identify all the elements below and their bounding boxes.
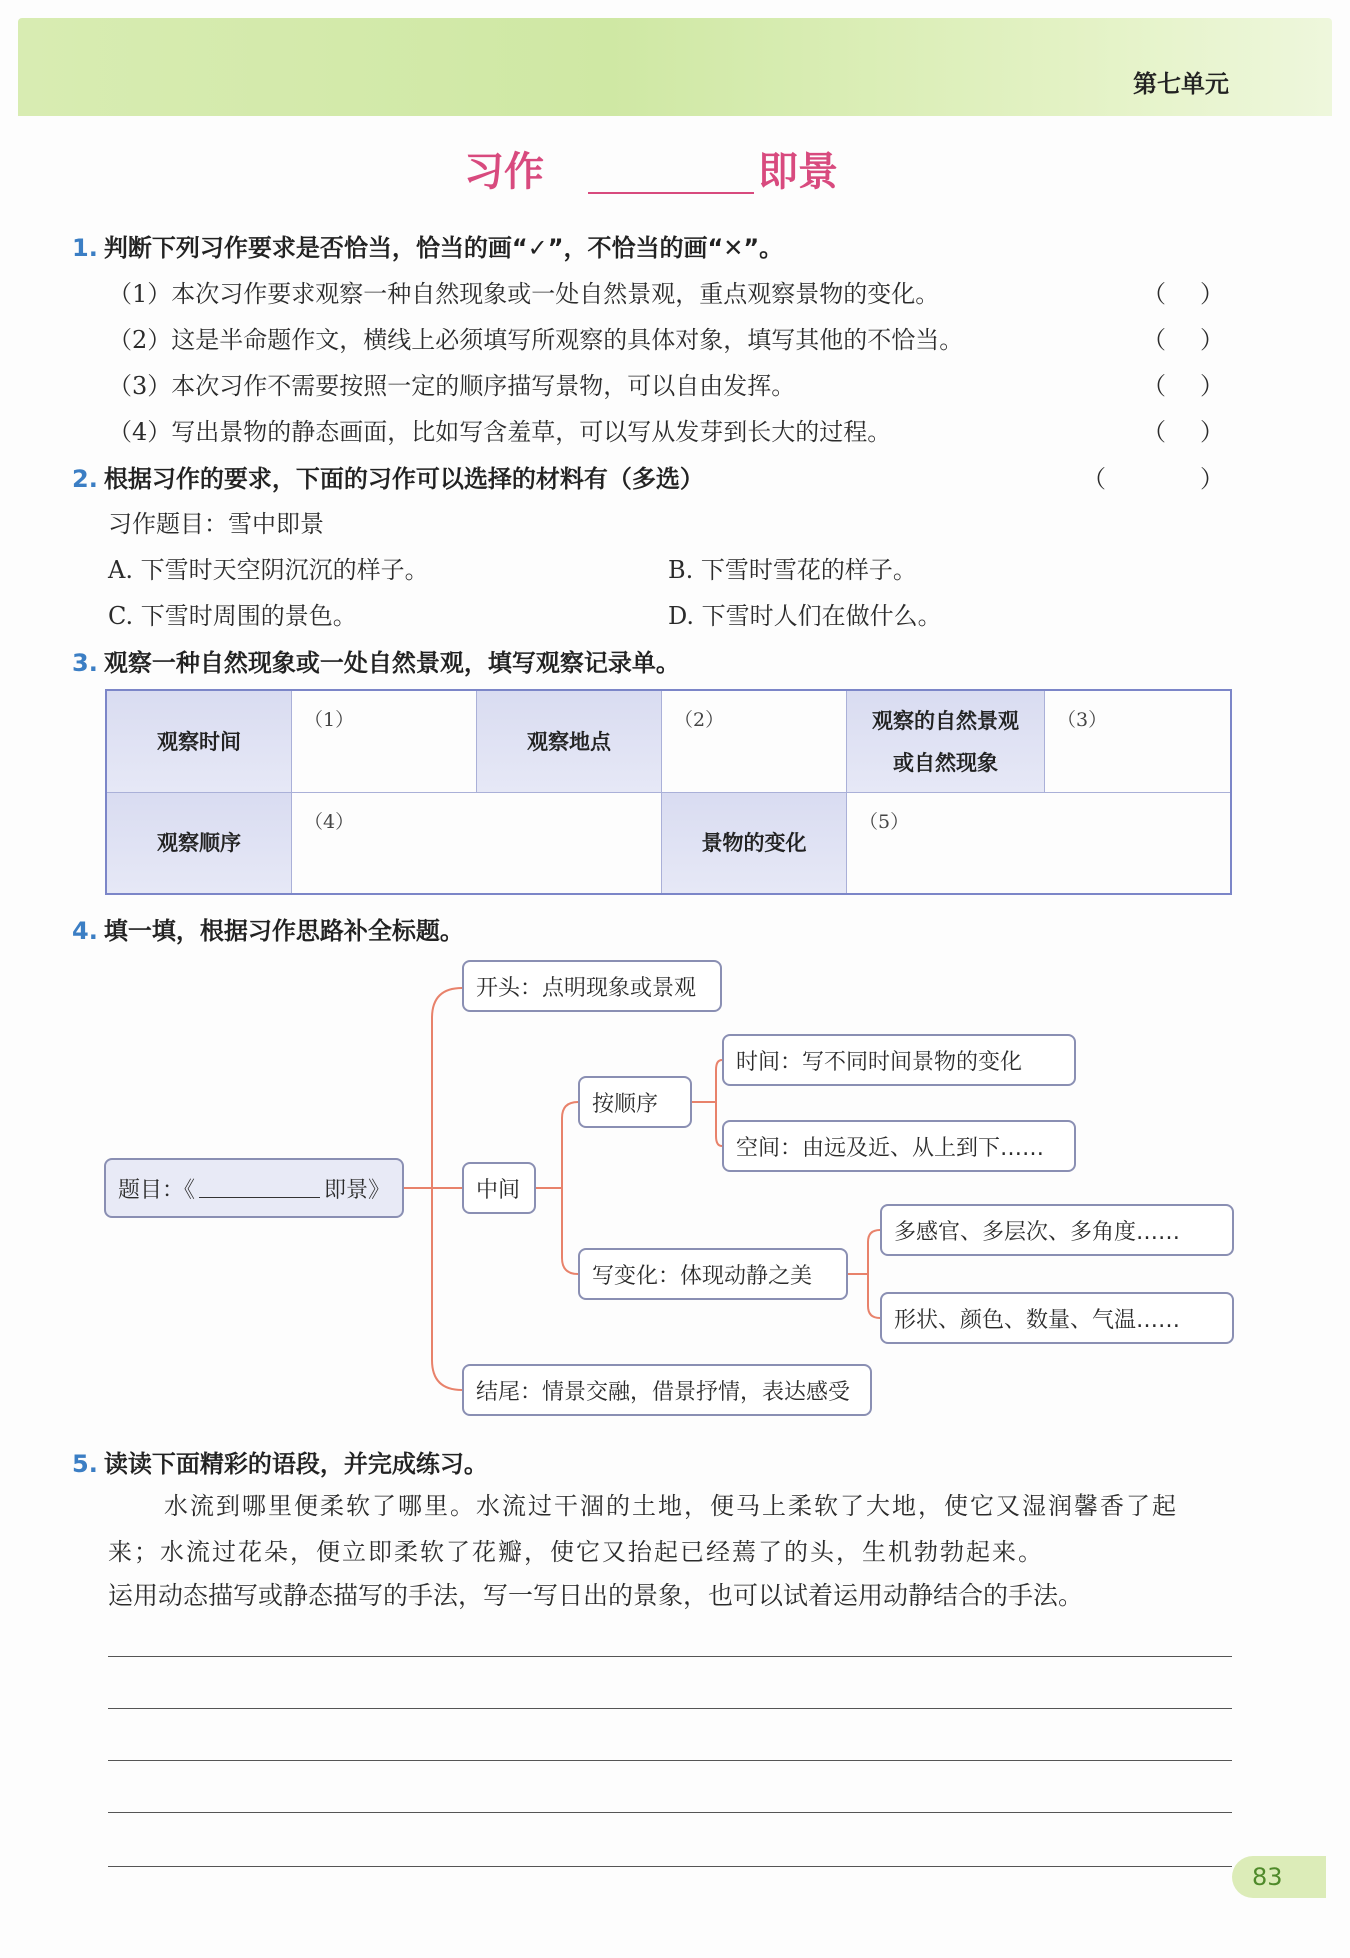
q1-answer-4[interactable]: （ ）	[1142, 418, 1224, 446]
mindmap-order: 按顺序	[578, 1076, 692, 1128]
q2-answer[interactable]: （ ）	[1082, 465, 1224, 493]
q2-option-a: A. 下雪时天空阴沉沉的样子。	[108, 556, 429, 584]
cell-observe-time[interactable]: （1）	[292, 691, 477, 793]
header-observe-order: 观察顺序	[107, 793, 292, 893]
writing-line-3[interactable]	[108, 1760, 1232, 1761]
mindmap-senses: 多感官、多层次、多角度……	[880, 1204, 1234, 1256]
q4-prompt: 填一填，根据习作思路补全标题。	[103, 917, 464, 945]
cell-observe-order[interactable]: （4）	[292, 793, 662, 893]
unit-label: 第七单元	[1133, 70, 1229, 98]
header-observe-object-line1: 观察的自然景观	[872, 708, 1019, 733]
q1-item-3: （3）本次习作不需要按照一定的顺序描写景物，可以自由发挥。	[108, 372, 796, 400]
writing-line-1[interactable]	[108, 1656, 1232, 1657]
q1-item-1: （1）本次习作要求观察一种自然现象或一处自然景观，重点观察景物的变化。	[108, 280, 940, 308]
mindmap-topic-suffix: 即景》	[323, 1177, 390, 1203]
q1-prompt: 判断下列习作要求是否恰当，恰当的画“✓”，不恰当的画“✕”。	[103, 234, 784, 262]
title-left: 习作	[464, 149, 544, 195]
mindmap-aspects: 形状、颜色、数量、气温……	[880, 1292, 1234, 1344]
q5-instruction: 运用动态描写或静态描写的手法，写一写日出的景象，也可以试着运用动静结合的手法。	[108, 1581, 1084, 1610]
mindmap-ending: 结尾：情景交融，借景抒情，表达感受	[462, 1364, 872, 1416]
q5-prompt: 读读下面精彩的语段，并完成练习。	[103, 1450, 488, 1478]
writing-line-2[interactable]	[108, 1708, 1232, 1709]
mindmap-change: 写变化：体现动静之美	[578, 1248, 848, 1300]
header-observe-place: 观察地点	[477, 691, 662, 793]
q2-topic: 习作题目：雪中即景	[108, 510, 324, 538]
mindmap-topic-prefix: 题目：《	[118, 1177, 196, 1203]
q2-option-d: D. 下雪时人们在做什么。	[668, 602, 942, 630]
q5-number: 5.	[72, 1450, 98, 1478]
q2-prompt: 根据习作的要求，下面的习作可以选择的材料有（多选）	[103, 465, 704, 493]
q1-answer-3[interactable]: （ ）	[1142, 372, 1224, 400]
header-scene-change: 景物的变化	[662, 793, 847, 893]
cell-observe-object[interactable]: （3）	[1045, 691, 1230, 793]
q3-prompt: 观察一种自然现象或一处自然景观，填写观察记录单。	[103, 649, 680, 677]
mindmap-opening: 开头：点明现象或景观	[462, 960, 722, 1012]
writing-line-5[interactable]	[108, 1866, 1232, 1867]
header-observe-object-line2: 或自然现象	[893, 750, 998, 775]
q4-number: 4.	[72, 917, 98, 945]
q2-number: 2.	[72, 465, 98, 493]
passage-line-2: 来；水流过花朵，便立即柔软了花瓣，使它又抬起已经蔫了的头，生机勃勃起来。	[108, 1538, 1044, 1566]
title-right: 即景	[758, 149, 838, 195]
q2-option-c: C. 下雪时周围的景色。	[108, 602, 357, 630]
q1-answer-1[interactable]: （ ）	[1142, 280, 1224, 308]
mindmap-time: 时间：写不同时间景物的变化	[722, 1034, 1076, 1086]
mindmap-topic-blank[interactable]	[199, 1179, 320, 1198]
passage-line-1: 水流到哪里便柔软了哪里。水流过干涸的土地，便马上柔软了大地，使它又湿润馨香了起	[164, 1492, 1178, 1520]
q2-option-b: B. 下雪时雪花的样子。	[668, 556, 917, 584]
mindmap-middle: 中间	[462, 1162, 536, 1214]
q1-item-4: （4）写出景物的静态画面，比如写含羞草，可以写从发芽到长大的过程。	[108, 418, 892, 446]
page-number: 83	[1232, 1856, 1326, 1898]
writing-line-4[interactable]	[108, 1812, 1232, 1813]
q1-item-2: （2）这是半命题作文，横线上必须填写所观察的具体对象，填写其他的不恰当。	[108, 326, 964, 354]
cell-scene-change[interactable]: （5）	[859, 811, 910, 833]
cell-observe-place[interactable]: （2）	[662, 691, 847, 793]
header-observe-time: 观察时间	[107, 691, 292, 793]
mindmap-topic	[104, 1158, 404, 1218]
q1-number: 1.	[72, 234, 98, 262]
q5-heading	[72, 1444, 488, 1479]
mindmap-space: 空间：由远及近、从上到下……	[722, 1120, 1076, 1172]
q3-number: 3.	[72, 649, 98, 677]
q1-answer-2[interactable]: （ ）	[1142, 326, 1224, 354]
